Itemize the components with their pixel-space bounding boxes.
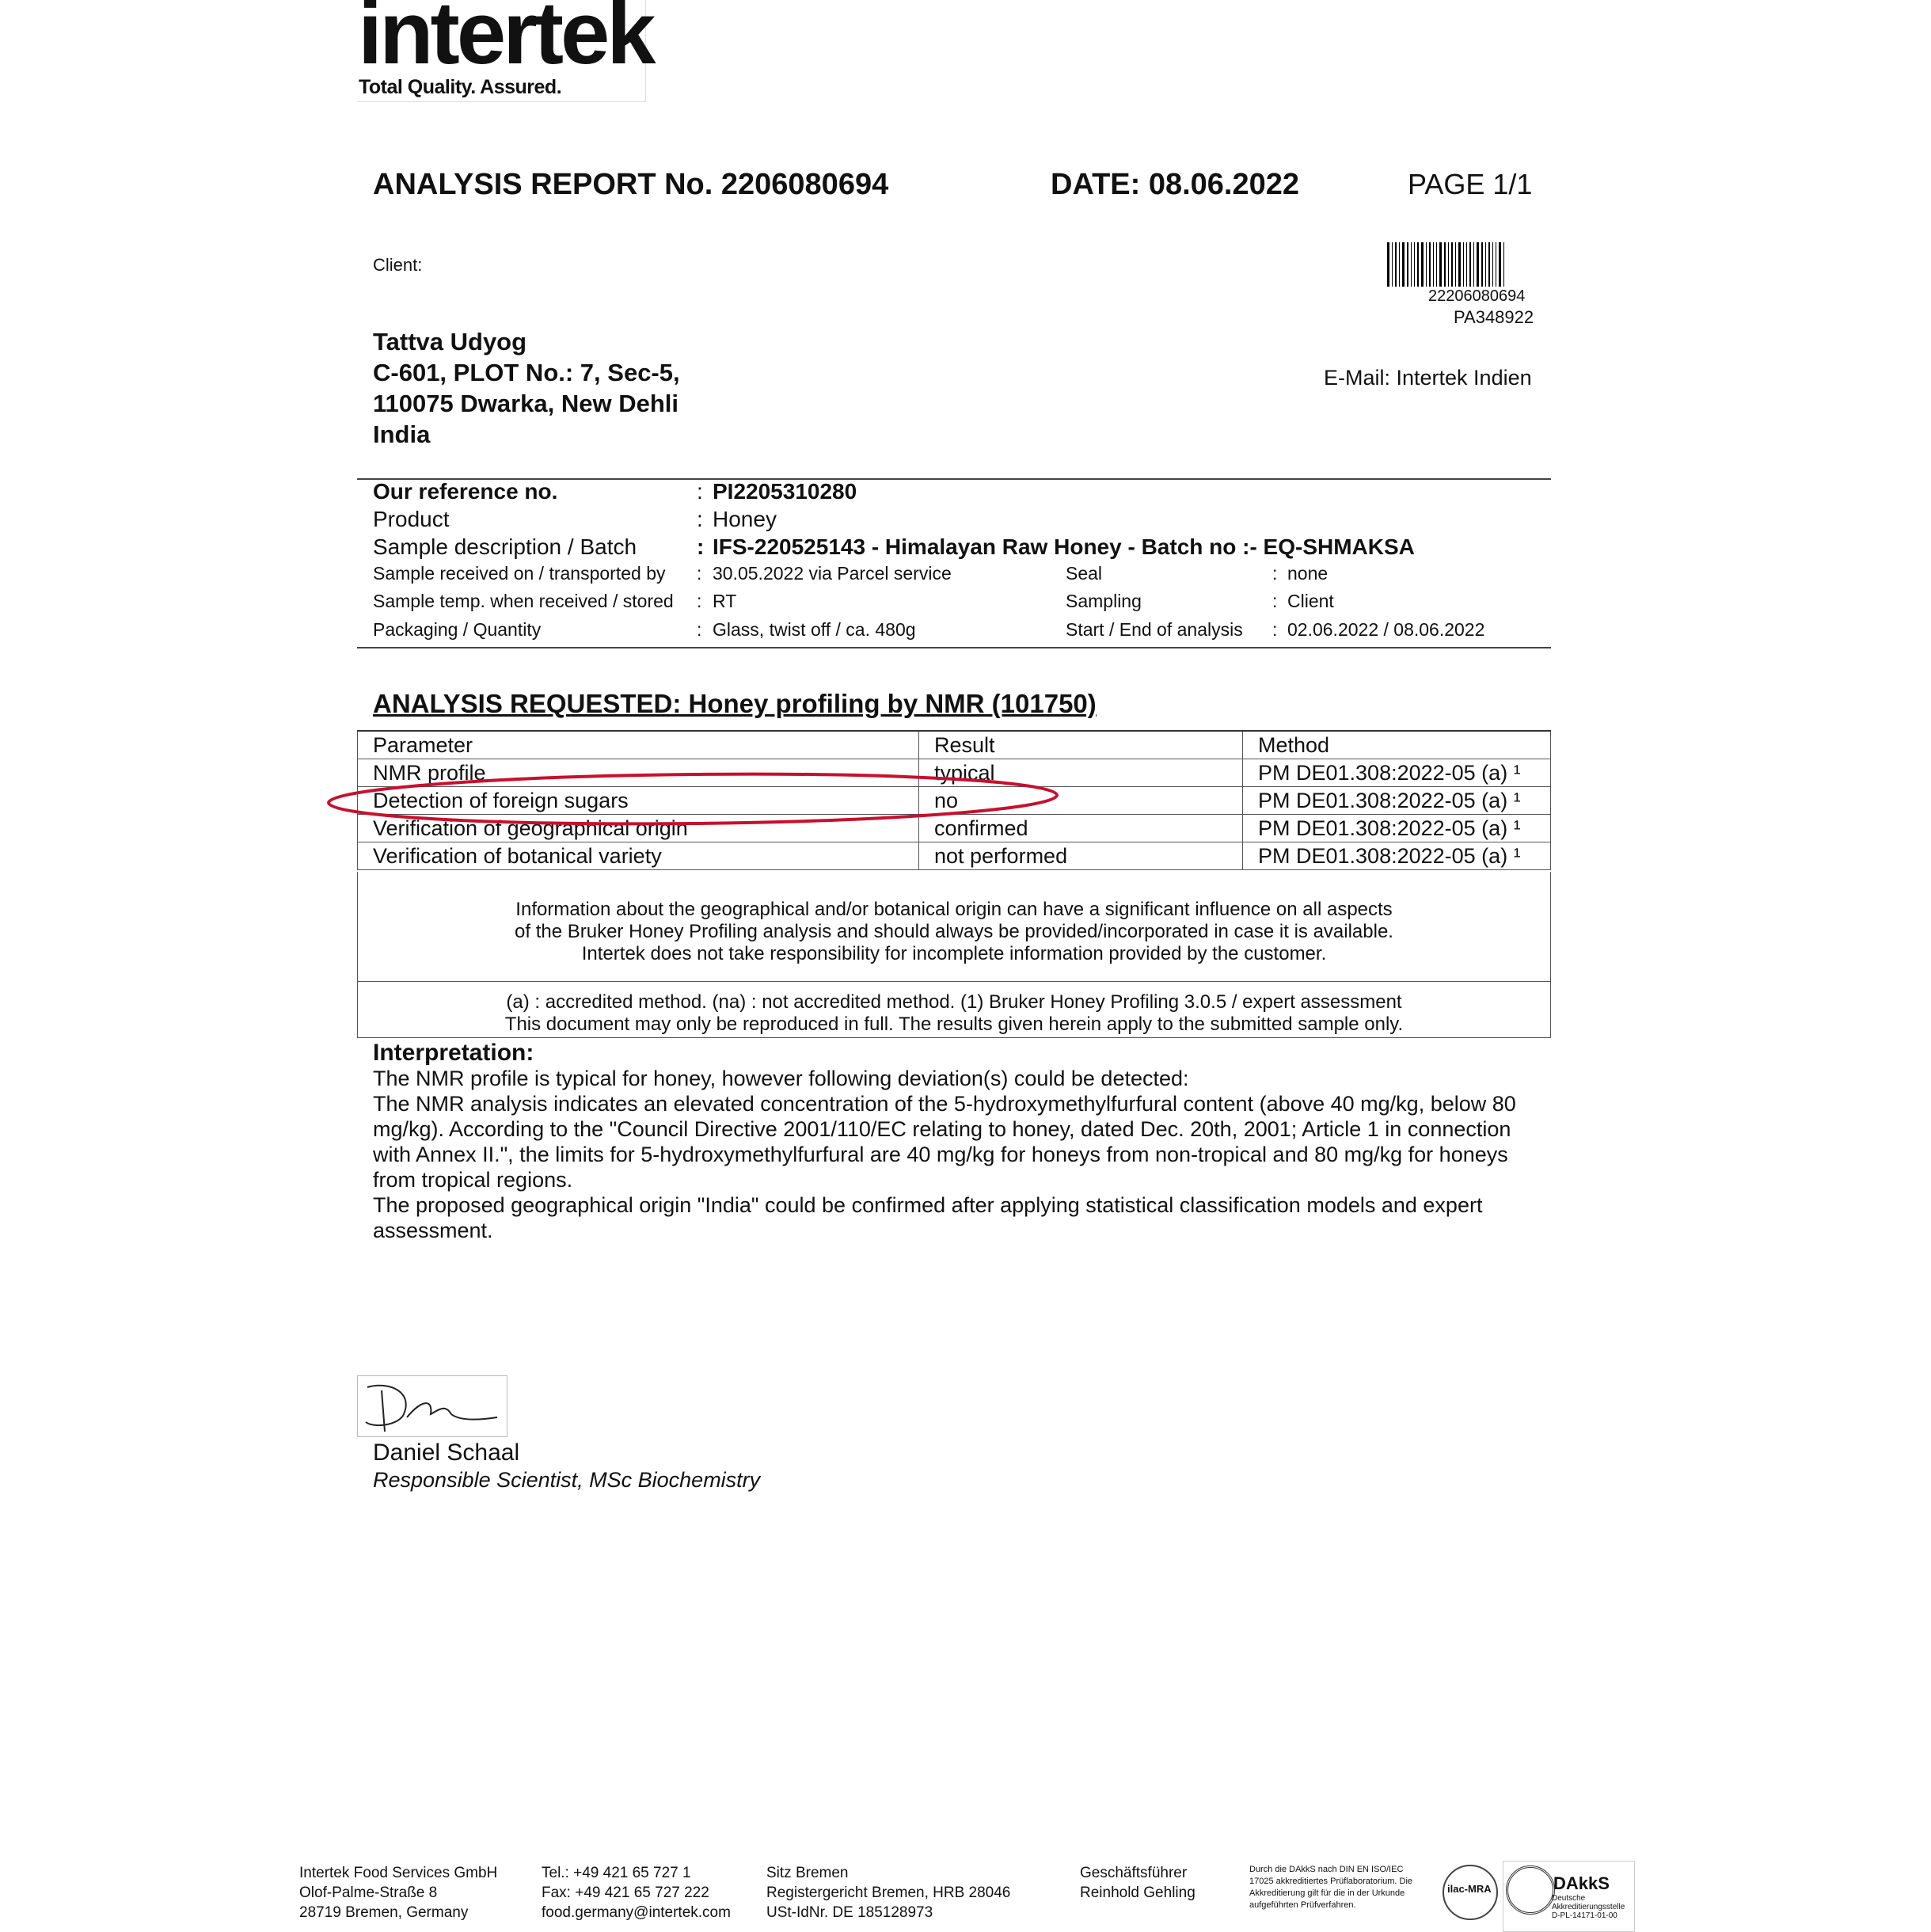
column-header: Parameter: [358, 731, 919, 759]
parameter-cell: Verification of botanical variety: [358, 842, 919, 870]
barcode-bar: [1429, 242, 1431, 287]
start-value: 02.06.2022 / 08.06.2022: [1287, 619, 1485, 640]
interpretation-text: [373, 1066, 1537, 1243]
client-label: Client:: [373, 255, 423, 275]
barcode-icon: [1387, 242, 1538, 287]
dakks-logo-text: DAkkS: [1553, 1873, 1610, 1893]
method-cell: PM DE01.308:2022-05 (a) ¹: [1243, 815, 1551, 842]
notes-box: [357, 872, 1551, 1038]
interpretation-paragraph: The NMR analysis indicates an elevated concentration of the 5-hydroxymethylfurfural content (above 40 mg/kg, below 80 mg/kg). According to the "Council Directive 2001/110/EC relating to honey, dated Dec. 20th, 2001; Article 1 in connection with Annex II.", the limits for 5-hydroxymethylfurfural are 40 mg/kg for honeys from non-tropical and 80 mg/kg for honeys from tropical regions.: [373, 1092, 1516, 1192]
parameter-cell: Detection of foreign sugars: [358, 787, 919, 815]
barcode-bar: [1473, 242, 1474, 287]
barcode-bar: [1399, 242, 1400, 287]
barcode-bar: [1433, 242, 1434, 287]
footer-contact: Tel.: +49 421 65 727 1 Fax: +49 421 65 727 222 food.germany@intertek.com: [542, 1865, 731, 1921]
barcode-bar: [1407, 242, 1408, 287]
barcode-bar: [1448, 242, 1449, 287]
barcode-bar: [1503, 242, 1504, 287]
temp-label: Sample temp. when received / stored: [373, 591, 674, 611]
packaging-colon: :: [697, 619, 702, 640]
sampling-colon: :: [1272, 591, 1278, 611]
dakks-subtitle: Deutsche Akkreditierungsstelle D-PL-14171-01-00: [1552, 1894, 1625, 1920]
barcode-bar: [1421, 242, 1424, 287]
barcode-number: 22206080694: [1428, 287, 1526, 305]
signature-icon: [358, 1376, 507, 1436]
method-cell: PM DE01.308:2022-05 (a) ¹: [1243, 842, 1551, 870]
info-note: [358, 872, 1550, 982]
start-colon: :: [1272, 619, 1278, 640]
barcode-bar: [1402, 242, 1405, 287]
ref-colon: :: [697, 479, 703, 504]
divider: [357, 647, 1551, 648]
interpretation-paragraph: The proposed geographical origin "India" could be confirmed after applying statistical classification models and expert assessment.: [373, 1193, 1483, 1242]
parameter-cell: NMR profile: [358, 759, 919, 787]
interpretation-paragraph: The NMR profile is typical for honey, however following deviation(s) could be detected:: [373, 1067, 1189, 1090]
info-note-line: of the Bruker Honey Profiling analysis and should always be provided/incorporated in case it is available.: [515, 921, 1393, 942]
received-label: Sample received on / transported by: [373, 563, 666, 584]
ref-label: Our reference no.: [373, 479, 558, 504]
accreditation-note: [358, 982, 1550, 1037]
table-row: [358, 842, 1551, 870]
barcode-bar: [1492, 242, 1493, 287]
result-cell: typical: [919, 759, 1243, 787]
result-cell: confirmed: [919, 815, 1243, 842]
signatory-name: Daniel Schaal: [373, 1439, 520, 1466]
sample-label: Sample description / Batch: [373, 534, 637, 559]
client-address: [373, 326, 680, 450]
sample-colon: :: [697, 534, 705, 559]
barcode-bar: [1417, 242, 1419, 287]
product-label: Product: [373, 507, 450, 531]
signatory-role: Responsible Scientist, MSc Biochemistry: [373, 1468, 761, 1492]
method-cell: PM DE01.308:2022-05 (a) ¹: [1243, 787, 1551, 815]
sample-value: IFS-220525143 - Himalayan Raw Honey - Batch no :- EQ-SHMAKSA: [713, 534, 1415, 559]
result-cell: no: [919, 787, 1243, 815]
table-header-row: [358, 731, 1551, 759]
accreditation-note-line: (a) : accredited method. (na) : not accredited method. (1) Bruker Honey Profiling 3.0.5 / expert assessment: [506, 991, 1402, 1013]
intertek-logo: intertek: [358, 0, 653, 82]
client-address-line1: C-601, PLOT No.: 7, Sec-5,: [373, 359, 680, 386]
ref-value: PI2205310280: [713, 479, 857, 504]
barcode-bar: [1451, 242, 1453, 287]
method-cell: PM DE01.308:2022-05 (a) ¹: [1243, 759, 1551, 787]
received-colon: :: [697, 563, 702, 584]
barcode-code: PA348922: [1454, 307, 1534, 327]
column-header: Result: [919, 731, 1243, 759]
client-email: E-Mail: Intertek Indien: [1324, 366, 1532, 390]
barcode-bar: [1488, 242, 1490, 287]
temp-value: RT: [713, 591, 737, 611]
barcode-bar: [1477, 242, 1479, 287]
client-name: Tattva Udyog: [373, 328, 527, 356]
barcode-bar: [1466, 242, 1467, 287]
info-note-line: Intertek does not take responsibility for incomplete information provided by the customer.: [581, 943, 1327, 964]
barcode-bar: [1499, 242, 1501, 287]
barcode-bar: [1387, 242, 1389, 287]
barcode-bar: [1455, 242, 1456, 287]
barcode-bar: [1444, 242, 1446, 287]
seal-colon: :: [1272, 563, 1278, 584]
client-country: India: [373, 420, 431, 448]
signature-box: [357, 1375, 507, 1437]
ilac-logo-text: ilac-MRA: [1447, 1883, 1492, 1895]
product-value: Honey: [713, 507, 777, 531]
barcode-bar: [1436, 242, 1437, 287]
analysis-title: ANALYSIS REQUESTED: Honey profiling by NMR (101750): [373, 689, 1097, 718]
report-date: DATE: 08.06.2022: [1051, 168, 1300, 201]
result-cell: not performed: [919, 842, 1243, 870]
packaging-value: Glass, twist off / ca. 480g: [713, 619, 916, 640]
temp-colon: :: [697, 591, 702, 611]
barcode-bar: [1463, 242, 1464, 287]
barcode-bar: [1414, 242, 1415, 287]
seal-value: none: [1287, 563, 1329, 584]
sampling-value: Client: [1287, 591, 1334, 611]
barcode-bar: [1481, 242, 1483, 287]
column-header: Method: [1243, 731, 1551, 759]
dakks-logo-icon: [1506, 1865, 1555, 1915]
interpretation-heading: Interpretation:: [373, 1040, 534, 1066]
barcode-bar: [1469, 242, 1471, 287]
barcode-bar: [1411, 242, 1412, 287]
page-indicator: PAGE 1/1: [1408, 168, 1533, 200]
barcode-bar: [1395, 242, 1397, 287]
info-note-line: Information about the geographical and/or botanical origin can have a significant influence on all aspects: [515, 899, 1393, 920]
product-colon: :: [697, 507, 703, 531]
barcode-bar: [1439, 242, 1442, 287]
barcode-bar: [1485, 242, 1486, 287]
received-value: 30.05.2022 via Parcel service: [713, 563, 952, 584]
barcode-bar: [1392, 242, 1393, 287]
highlight-ellipse: [317, 766, 1077, 830]
sampling-label: Sampling: [1066, 591, 1142, 611]
accreditation-note-line: This document may only be reproduced in full. The results given herein apply to the submitted sample only.: [504, 1014, 1404, 1035]
footer-register: Sitz Bremen Registergericht Bremen, HRB 28046 USt-IdNr. DE 185128973: [766, 1865, 1011, 1921]
barcode-bar: [1426, 242, 1427, 287]
client-address-line2: 110075 Dwarka, New Dehli: [373, 390, 679, 417]
report-number: ANALYSIS REPORT No. 2206080694: [373, 168, 889, 201]
packaging-label: Packaging / Quantity: [373, 619, 542, 640]
footer-accreditation: Durch die DAkkS nach DIN EN ISO/IEC 17025 akkreditiertes Prüflaboratorium. Die Akkreditierung gilt für die in der Urkunde aufgeführten Prüfverfahren.: [1249, 1865, 1413, 1910]
seal-label: Seal: [1066, 563, 1103, 584]
footer-company: Intertek Food Services GmbH Olof-Palme-Straße 8 28719 Bremen, Germany: [299, 1865, 498, 1921]
start-label: Start / End of analysis: [1066, 619, 1243, 640]
footer-management: Geschäftsführer Reinhold Gehling: [1080, 1865, 1195, 1901]
parameter-cell: Verification of geographical origin: [358, 815, 919, 842]
logo-tagline: Total Quality. Assured.: [359, 76, 562, 98]
barcode-bar: [1458, 242, 1461, 287]
